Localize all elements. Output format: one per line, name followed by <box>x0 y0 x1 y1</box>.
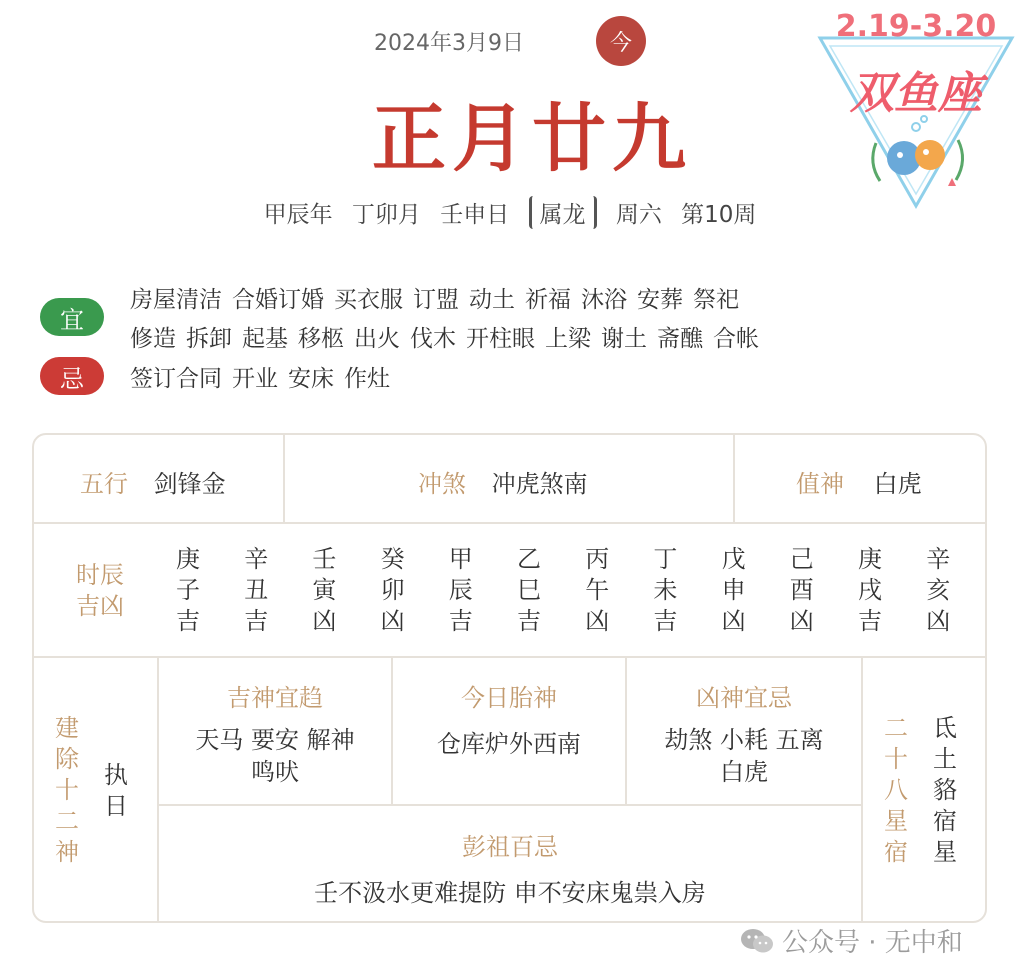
today-button[interactable]: 今 <box>596 16 646 66</box>
hour-branch: 卯 <box>380 576 405 604</box>
hour-stem: 乙 <box>517 545 541 573</box>
jianchu-value-char: 执 <box>104 761 128 789</box>
weekday: 周六 <box>615 202 662 228</box>
avoid-item: 作灶 <box>344 366 390 392</box>
hour-column <box>782 544 822 637</box>
hour-luck: 吉 <box>244 607 269 635</box>
hour-column <box>509 544 549 637</box>
hours-label <box>76 560 124 622</box>
hour-branch: 辰 <box>448 576 473 604</box>
jishen-value <box>159 724 391 788</box>
xingxiu-value-char: 土 <box>933 745 957 773</box>
zodiac-sign-name: 双鱼座 <box>850 68 982 119</box>
jianchu-label-char: 神 <box>55 838 79 866</box>
divider <box>283 435 285 522</box>
avoid-list <box>130 360 400 393</box>
hour-branch: 未 <box>653 576 678 604</box>
hour-stem: 癸 <box>380 545 405 573</box>
suitable-item: 上梁 <box>545 326 591 352</box>
hour-luck: 凶 <box>926 607 951 635</box>
hour-branch: 申 <box>721 576 746 604</box>
wuxing-value: 剑锋金 <box>153 470 226 498</box>
hour-luck: 凶 <box>585 607 610 635</box>
hours-label-line: 时辰 <box>76 561 124 589</box>
suitable-list-row2 <box>130 320 769 353</box>
hour-stem: 辛 <box>926 545 951 573</box>
xingxiu-value-char: 貉 <box>933 776 957 804</box>
hour-stem: 丁 <box>653 545 678 573</box>
suitable-item: 买衣服 <box>334 287 403 313</box>
hour-branch: 亥 <box>926 576 951 604</box>
jianchu-value <box>101 760 131 822</box>
hour-branch: 巳 <box>517 576 541 604</box>
wechat-icon <box>740 927 774 955</box>
divider <box>158 804 862 806</box>
taishen-label: 今日胎神 <box>461 684 557 712</box>
suitable-item: 合婚订婚 <box>232 287 324 313</box>
hour-stem: 壬 <box>312 545 337 573</box>
chongsha-label: 冲煞 <box>418 470 466 498</box>
hour-column <box>236 544 276 637</box>
xingxiu-label <box>881 713 911 868</box>
hour-column <box>850 544 890 637</box>
xiongshen-line: 白虎 <box>720 758 768 786</box>
xingxiu-value <box>930 713 960 868</box>
hour-luck: 凶 <box>789 607 814 635</box>
hour-stem: 甲 <box>448 545 473 573</box>
hour-column <box>168 544 208 637</box>
wechat-watermark <box>740 922 963 959</box>
hour-stem: 庚 <box>858 545 882 573</box>
xingxiu-value-char: 星 <box>933 838 957 866</box>
chongsha-value: 冲虎煞南 <box>491 470 588 498</box>
suitable-item: 出火 <box>354 326 400 352</box>
avoid-badge: 忌 <box>40 357 104 395</box>
suitable-item: 祈福 <box>525 287 571 313</box>
hour-luck: 吉 <box>448 607 473 635</box>
jishen-line: 天马 要安 解神 <box>195 726 355 754</box>
hour-luck: 吉 <box>517 607 541 635</box>
jianchu-value-char: 日 <box>104 792 128 820</box>
lunar-date: 正月廿九 <box>372 96 692 182</box>
suitable-item: 拆卸 <box>186 326 232 352</box>
zodiac-animal: 属龙 <box>529 196 597 229</box>
hour-stem: 庚 <box>176 545 200 573</box>
avoid-item: 开业 <box>232 366 278 392</box>
hour-column <box>304 544 344 637</box>
xingxiu-label-char: 宿 <box>884 838 908 866</box>
suitable-item: 起基 <box>242 326 288 352</box>
suitable-item: 祭祀 <box>693 287 739 313</box>
xingxiu-label-char: 星 <box>884 807 908 835</box>
xiongshen-line: 劫煞 小耗 五离 <box>664 726 824 754</box>
hours-label-line: 吉凶 <box>76 592 124 620</box>
hour-luck: 吉 <box>176 607 200 635</box>
chongsha-cell <box>418 464 588 499</box>
watermark-text: 公众号 · 无中和 <box>782 928 963 958</box>
jianchu-label-char: 十 <box>55 776 79 804</box>
xingxiu-value-char: 宿 <box>933 807 957 835</box>
avoid-item: 签订合同 <box>130 366 222 392</box>
hour-branch: 戌 <box>858 576 882 604</box>
suitable-item: 安葬 <box>637 287 683 313</box>
hour-stem: 戊 <box>721 545 746 573</box>
hours-row <box>168 544 968 644</box>
xiongshen-label: 凶神宜忌 <box>696 684 792 712</box>
hour-luck: 吉 <box>653 607 678 635</box>
hour-column <box>714 544 754 637</box>
suitable-item: 房屋清洁 <box>130 287 222 313</box>
hour-luck: 凶 <box>312 607 337 635</box>
suitable-item: 修造 <box>130 326 176 352</box>
hour-luck: 凶 <box>380 607 405 635</box>
day-ganzhi: 壬申日 <box>440 202 510 228</box>
hour-stem: 己 <box>789 545 814 573</box>
jianchu-label <box>52 713 82 868</box>
jishen-line: 鸣吠 <box>251 758 299 786</box>
hour-column <box>577 544 617 637</box>
suitable-item: 订盟 <box>413 287 459 313</box>
suitable-item: 合帐 <box>713 326 759 352</box>
hour-luck: 凶 <box>721 607 746 635</box>
divider <box>34 656 986 658</box>
zhishen-value: 白虎 <box>873 470 922 498</box>
wuxing-label: 五行 <box>80 470 128 498</box>
year-ganzhi: 甲辰年 <box>263 202 333 228</box>
xingxiu-label-char: 八 <box>884 776 908 804</box>
xingxiu-label-char: 十 <box>884 745 908 773</box>
pengzu-value: 壬不汲水更难提防 申不安床鬼祟入房 <box>314 879 706 907</box>
xingxiu-label-char: 二 <box>884 714 908 742</box>
hour-branch: 丑 <box>244 576 269 604</box>
pisces-zodiac-badge <box>816 8 1016 213</box>
hour-column <box>373 544 413 637</box>
hour-branch: 寅 <box>312 576 337 604</box>
xingxiu-value-char: 氐 <box>933 714 957 742</box>
suitable-item: 开柱眼 <box>466 326 535 352</box>
hour-column <box>645 544 685 637</box>
jianchu-label-char: 建 <box>55 714 79 742</box>
suitable-item: 沐浴 <box>581 287 627 313</box>
avoid-item: 安床 <box>288 366 334 392</box>
jishen-label: 吉神宜趋 <box>227 684 323 712</box>
suitable-item: 斋醮 <box>657 326 703 352</box>
suitable-item: 伐木 <box>410 326 456 352</box>
suitable-item: 移柩 <box>298 326 344 352</box>
divider <box>861 658 863 921</box>
hour-stem: 丙 <box>585 545 610 573</box>
suitable-item: 谢土 <box>601 326 647 352</box>
zodiac-date-range: 2.19-3.20 <box>835 9 997 44</box>
wuxing-cell <box>80 464 226 499</box>
zhishen-cell <box>796 464 922 499</box>
hour-branch: 子 <box>176 576 200 604</box>
suitable-list-row1 <box>130 281 749 314</box>
xiongshen-value <box>627 724 861 788</box>
suitable-item: 动土 <box>469 287 515 313</box>
suitable-badge: 宜 <box>40 298 104 336</box>
hour-column <box>441 544 481 637</box>
taishen-value: 仓库炉外西南 <box>437 730 581 758</box>
zhishen-label: 值神 <box>796 470 844 498</box>
jianchu-label-char: 除 <box>55 745 79 773</box>
hour-column <box>918 544 958 637</box>
month-ganzhi: 丁卯月 <box>351 202 421 228</box>
divider <box>733 435 735 522</box>
divider <box>34 522 986 524</box>
hour-branch: 酉 <box>789 576 814 604</box>
week-number: 第10周 <box>681 202 757 228</box>
jianchu-label-char: 二 <box>55 807 79 835</box>
pengzu-label: 彭祖百忌 <box>462 833 558 861</box>
hour-branch: 午 <box>585 576 610 604</box>
hour-luck: 吉 <box>858 607 882 635</box>
solar-date: 2024年3月9日 <box>374 31 524 56</box>
hour-stem: 辛 <box>244 545 269 573</box>
